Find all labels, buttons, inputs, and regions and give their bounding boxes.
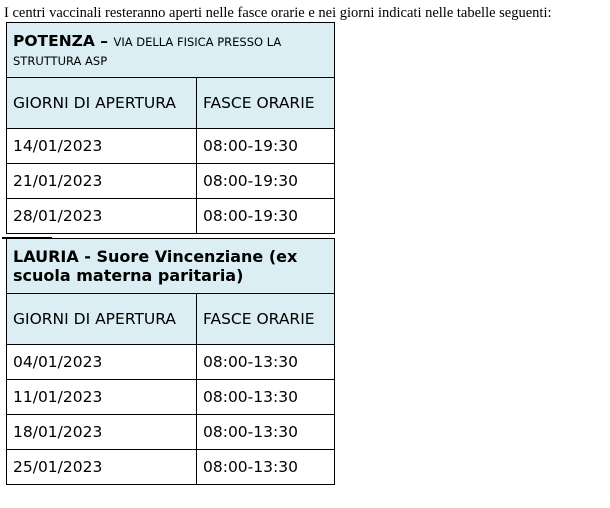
table-header-row (7, 294, 335, 345)
table-row (7, 199, 335, 234)
date-cell: 11/01/2023 (7, 380, 197, 415)
table-title-cell (7, 239, 335, 294)
date-cell: 04/01/2023 (7, 345, 197, 380)
hours-cell: 08:00-13:30 (197, 380, 335, 415)
table-row (7, 380, 335, 415)
schedule-table-lauria (6, 238, 335, 485)
title-dash: – (94, 32, 114, 50)
date-cell: 14/01/2023 (7, 129, 197, 164)
date-cell: 18/01/2023 (7, 415, 197, 450)
hours-cell: 08:00-13:30 (197, 450, 335, 485)
location-name: POTENZA (13, 32, 95, 50)
table-row (7, 164, 335, 199)
hours-cell: 08:00-19:30 (197, 199, 335, 234)
hours-cell: 08:00-13:30 (197, 415, 335, 450)
hours-cell: 08:00-13:30 (197, 345, 335, 380)
intro-text: I centri vaccinali resteranno aperti nelle fasce orarie e nei giorni indicati nelle tabelle seguenti: (4, 5, 552, 21)
header-hours: FASCE ORARIE (197, 294, 335, 345)
location-name: LAURIA - Suore Vincenziane (ex scuola materna paritaria) (13, 247, 298, 285)
table-header-row (7, 78, 335, 129)
date-cell: 25/01/2023 (7, 450, 197, 485)
table-row (7, 129, 335, 164)
table-row (7, 415, 335, 450)
date-cell: 28/01/2023 (7, 199, 197, 234)
table-row (7, 345, 335, 380)
header-days: GIORNI DI APERTURA (7, 294, 197, 345)
hours-cell: 08:00-19:30 (197, 164, 335, 199)
schedule-table-potenza (6, 22, 335, 234)
header-hours: FASCE ORARIE (197, 78, 335, 129)
table-title-row (7, 23, 335, 78)
header-days: GIORNI DI APERTURA (7, 78, 197, 129)
location-address: VIA DELLA FISICA PRESSO LA STRUTTURA ASP (13, 35, 282, 68)
date-cell: 21/01/2023 (7, 164, 197, 199)
hours-cell: 08:00-19:30 (197, 129, 335, 164)
table-title-cell (7, 23, 335, 78)
table-title-row (7, 239, 335, 294)
table-row (7, 450, 335, 485)
